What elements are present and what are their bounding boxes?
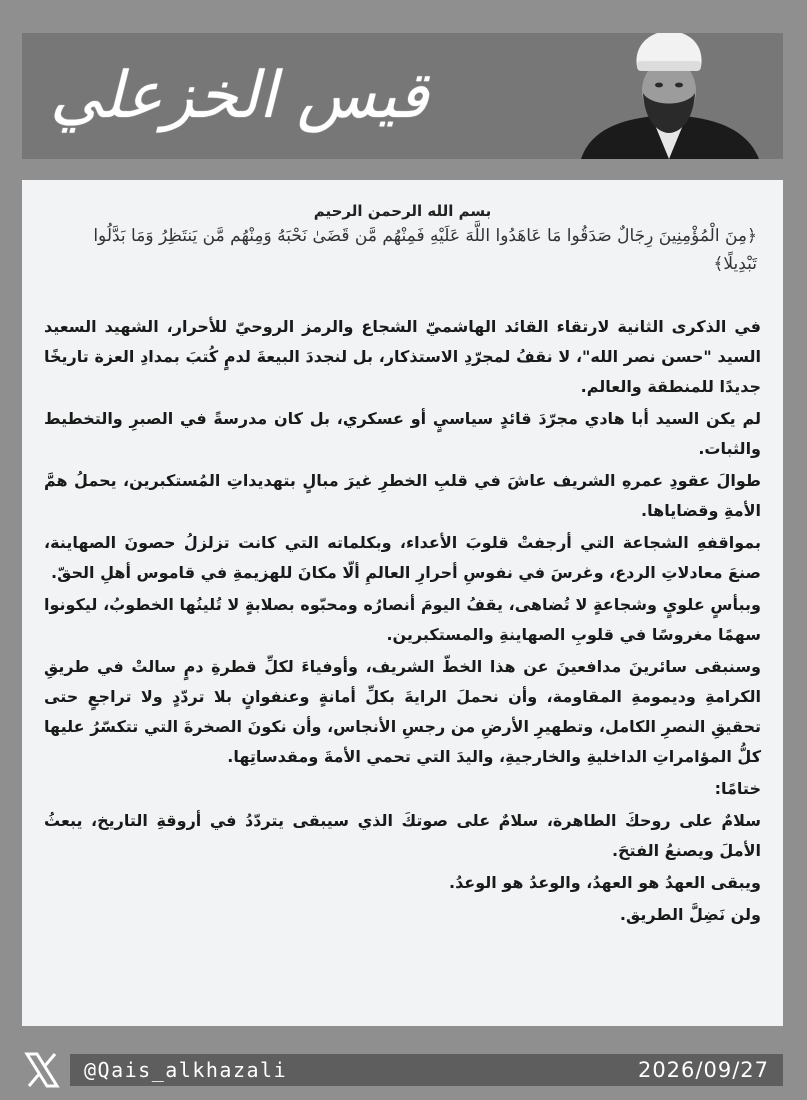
handle-bar xyxy=(70,1054,783,1086)
paragraph: وببأسٍ علويٍ وشجاعةٍ لا تُضاهى، يقفُ اليومَ أنصارُه ومحبّوه بصلابةٍ لا تُلينُها الخطوبُ، ليكونوا سهمًا مغروسًا في قلوبِ الصهاينةِ والمستكبرين. xyxy=(44,595,761,644)
statement-body xyxy=(40,312,765,930)
footer xyxy=(22,1048,783,1092)
basmala-heading: بسم الله الرحمن الرحيم xyxy=(313,202,492,220)
post-date: 2026/09/27 xyxy=(637,1058,769,1082)
paragraph: في الذكرى الثانية لارتقاء القائد الهاشميّ الشجاع والرمز الروحيّ للأحرار، الشهيد السعيد السيد "حسن نصر الله"، لا نقفُ لمجرّدِ الاستذكار، بل لنجددَ البيعةَ لدمٍ كُتبَ بمدادِ العزة تاريخًا جديدًا للمنطقة والعالم. xyxy=(44,317,761,396)
paragraph: ولن نَضِلَّ الطريق. xyxy=(619,905,761,924)
paragraph: طوالَ عقودِ عمرهِ الشريف عاشَ في قلبِ الخطرِ غيرَ مبالٍ بتهديداتِ المُستكبرين، يحملُ همَّ الأمةِ وقضاياها. xyxy=(44,471,761,520)
paragraph: ويبقى العهدُ هو العهدُ، والوعدُ هو الوعدُ. xyxy=(448,873,761,892)
statement-panel xyxy=(22,180,783,1026)
paragraph: بمواقفهِ الشجاعة التي أرجفتْ قلوبَ الأعداء، وبكلماته التي كانت تزلزلُ حصونَ الصهاينة، صنعَ معادلاتِ الردع، وغرسَ في نفوسِ أحرارِ العالمِ ألّا مكانَ للهزيمةِ في قاموس أهلِ الحقّ. xyxy=(44,533,761,582)
header-banner xyxy=(22,33,783,159)
portrait-image xyxy=(571,33,767,159)
paragraph: سلامٌ على روحكَ الطاهرة، سلامٌ على صوتكَ الذي سيبقى يتردّدُ في أروقةِ التاريخ، يبعثُ الأملَ ويصنعُ الفتحَ. xyxy=(44,811,761,860)
x-logo-icon[interactable] xyxy=(22,1050,62,1090)
quran-verse: ﴿مِنَ الْمُؤْمِنِينَ رِجَالٌ صَدَقُوا مَا عَاهَدُوا اللَّهَ عَلَيْهِ فَمِنْهُم مَّن قَضَىٰ نَحْبَهُ وَمِنْهُم مَّن يَنتَظِرُ وَمَا بَدَّلُوا تَبْدِيلًا﴾ xyxy=(93,226,757,274)
social-handle[interactable]: @Qais_alkhazali xyxy=(84,1058,288,1082)
paragraph: وسنبقى سائرينَ مدافعينَ عن هذا الخطّ الشريف، وأوفياءَ لكلِّ قطرةِ دمٍ سالتْ في طريقِ الكرامةِ وديمومةِ المقاومة، وأن نحملَ الرايةَ بكلِّ أمانةٍ وعنفوانٍ بلا تردّدٍ ولا تراجعٍ حتى تحقيقِ النصرِ الكامل، وتطهيرِ الأرضِ من رجسِ الأنجاس، وأن نكونَ الصخرةَ التي تتكسّرُ عليها كلُّ المؤامراتِ الداخليةِ والخارجيةِ، واليدَ التي تحمي الأمةَ ومقدساتِها. xyxy=(44,657,761,766)
paragraph: ختامًا: xyxy=(714,779,761,798)
calligraphy-logo: قيس الخزعلي xyxy=(50,59,429,133)
paragraph: لم يكن السيد أبا هادي مجرّدَ قائدٍ سياسيٍ أو عسكري، بل كان مدرسةً في الصبرِ والتخطيط والثبات. xyxy=(44,409,761,458)
